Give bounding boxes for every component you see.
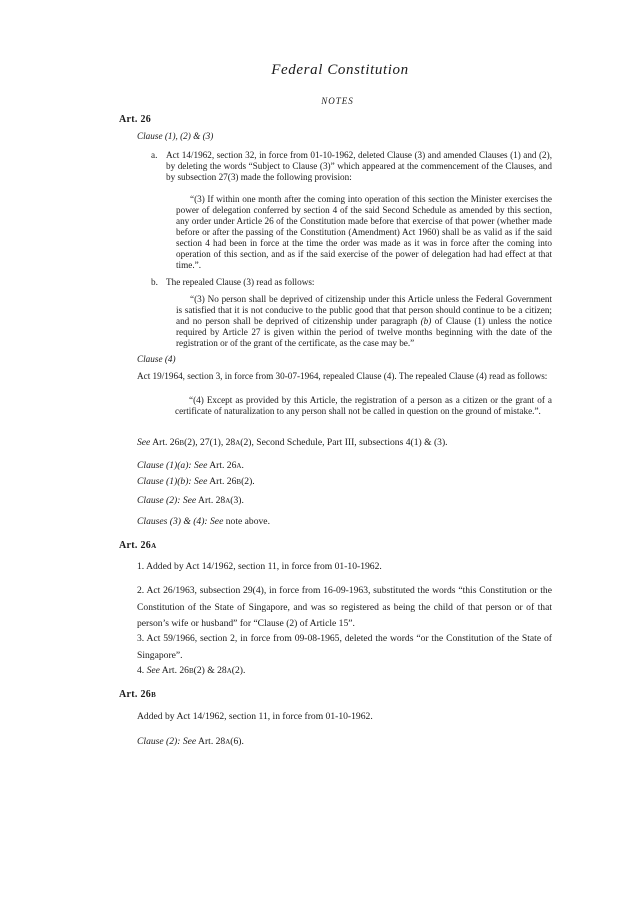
art-26a-note-4: 4. See Art. 26B(2) & 28A(2). bbox=[137, 665, 246, 676]
clause-4-text: Act 19/1964, section 3, in force from 30-07-1964, repealed Clause (4). The repealed Clause (4) read as follows: bbox=[137, 371, 548, 381]
article-26a-heading: Art. 26A bbox=[119, 540, 157, 551]
art-26a-note-1: 1. Added by Act 14/1962, section 11, in force from 01-10-1962. bbox=[137, 561, 382, 572]
art-26b-note-1: Added by Act 14/1962, section 11, in force from 01-10-1962. bbox=[137, 711, 373, 722]
article-26-heading: Art. 26 bbox=[119, 114, 152, 125]
section-label: NOTES bbox=[321, 96, 354, 106]
running-title: Federal Constitution bbox=[271, 62, 409, 78]
item-a-text: Act 14/1962, section 32, in force from 01-10-1962, deleted Clause (3) and amended Clauses (1) and (2), by deleting the words “Subject to Clause (3)” which appeared at the commencement of the Clauses, and by subsection 27(3) made the following provision: bbox=[166, 150, 552, 182]
item-b-text: The repealed Clause (3) read as follows: bbox=[166, 277, 315, 287]
see-reference-clause-1b: Clause (1)(b): See Art. 26B(2). bbox=[137, 476, 255, 487]
article-26b-heading: Art. 26B bbox=[119, 689, 157, 700]
see-reference-clause-2: Clause (2): See Art. 28A(3). bbox=[137, 495, 244, 506]
clause-4-label: Clause (4) bbox=[137, 354, 176, 364]
clause-4-quote: “(4) Except as provided by this Article, the registration of a person as a citizen or the grant of a certificate of naturalization to any person shall not be called in question on the ground of mistake.”. bbox=[175, 395, 552, 416]
see-reference-clauses-3-4: Clauses (3) & (4): See note above. bbox=[137, 516, 270, 527]
item-b-quote: “(3) No person shall be deprived of citizenship under this Article unless the Federal Government is satisfied that it is not conducive to the public good that that person should continue to be a citizen; and no person shall be deprived of citizenship under paragraph (b) of Clause (1) unless the notice required by Article 27 is given within the period of twelve months beginning with the date of the registration or of the grant of the certificate, as the case may be.” bbox=[176, 294, 552, 348]
art-26a-note-2: 2. Act 26/1963, subsection 29(4), in force from 16-09-1963, substituted the words “this Constitution or the Constitution of the State of Singapore, and was so registered as being the child of that person or of that person’s wife or husband” for “Clause (2) of Article 15”. bbox=[137, 585, 552, 629]
art-26a-note-3: 3. Act 59/1966, section 2, in force from 09-08-1965, deleted the words “or the Constitution of the State of Singapore”. bbox=[137, 633, 552, 661]
item-b-marker: b. bbox=[151, 277, 158, 287]
art-26b-see-reference: Clause (2): See Art. 28A(6). bbox=[137, 736, 244, 747]
item-a-marker: a. bbox=[151, 150, 158, 160]
see-reference-art-26b: See Art. 26B(2), 27(1), 28A(2), Second Schedule, Part III, subsections 4(1) & (3). bbox=[137, 437, 448, 448]
see-reference-clause-1a: Clause (1)(a): See Art. 26A. bbox=[137, 460, 244, 471]
item-a-quote: “(3) If within one month after the coming into operation of this section the Minister exercises the power of delegation conferred by section 4 of the said Second Schedule as amended by this section, any order under Article 26 of the Constitution made before that exercise of that power (whether made before or after the passing of the Constitution (Amendment) Act 1960) shall be as valid as if the said section 4 had been in force at the time the order was made as it was in force after the coming into operation of this section, and as if the said exercise of the power of delegation had had effect at that time.”. bbox=[176, 194, 552, 270]
clause-1-2-3-label: Clause (1), (2) & (3) bbox=[137, 131, 214, 141]
